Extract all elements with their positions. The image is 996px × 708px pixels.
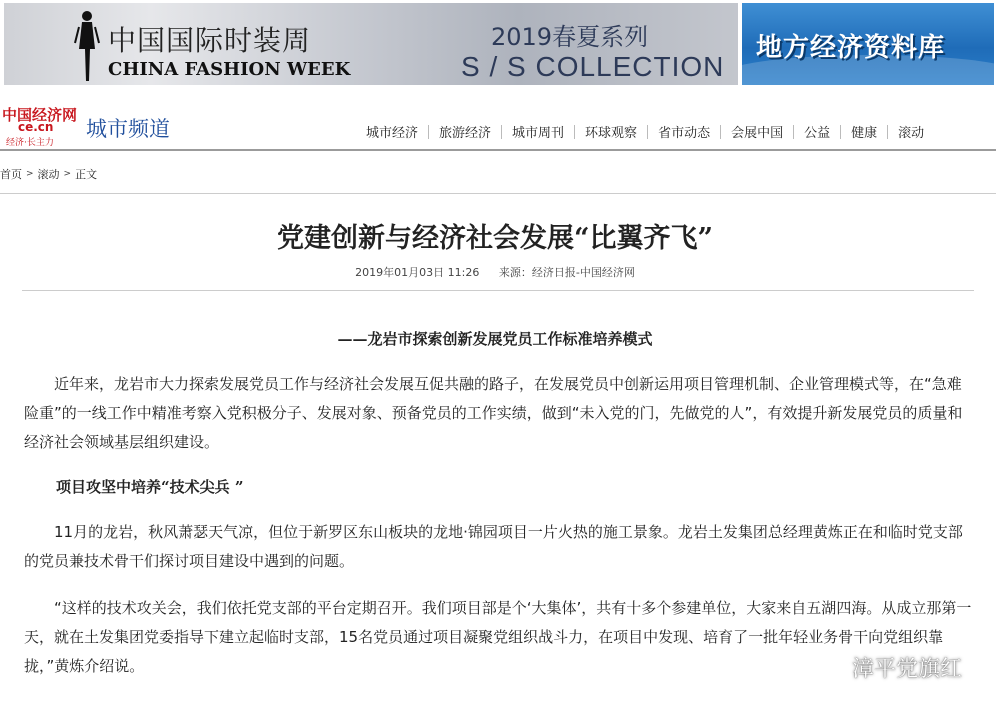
watermark xyxy=(812,652,962,683)
main-nav xyxy=(356,122,934,141)
local-economy-database-banner[interactable] xyxy=(742,3,994,85)
model-silhouette-icon xyxy=(74,9,100,83)
channel-title[interactable]: 城市频道 xyxy=(86,117,170,141)
article-date: 2019年01月03日 11:26 xyxy=(355,266,480,279)
article-paragraph: 近年来，龙岩市大力探索发展党员工作与经济社会发展互促共融的路子，在发展党员中创新运用项目管理机制、企业管理模式等，在“急难险重”的一线工作中精准考察入党积极分子、发展对象、预备党员的工作实绩，做到“未入党的门，先做党的人”，有效提升新发展党员的质量和经济社会领域基层组织建设。 xyxy=(24,375,963,451)
breadcrumb-current: 正文 xyxy=(75,168,98,181)
nav-item-health[interactable]: 健康 xyxy=(851,126,878,141)
fashion-week-en: CHINA FASHION WEEK xyxy=(108,59,351,80)
site-logo-slogan: 经济·长主力 xyxy=(6,138,54,148)
nav-item-province-news[interactable]: 省市动态 xyxy=(658,126,711,141)
watermark-text: 漳平党旗红 xyxy=(852,657,963,682)
article-source: 来源：经济日报-中国经济网 xyxy=(498,266,635,279)
wechat-icon xyxy=(812,655,846,681)
breadcrumb-rolling[interactable]: 滚动 xyxy=(37,168,60,181)
article-paragraph: “这样的技术攻关会，我们依托党支部的平台定期召开。我们项目部是个‘大集体’，共有十多个参建单位，大家来自五湖四海。从成立那第一天，就在土发集团党委指导下建立起临时支部，15名党员通过项目凝聚党组织战斗力，在项目中发现、培育了一批年轻业务骨干向党组织靠拢，”黄炼介绍说。 xyxy=(24,599,972,675)
article-title: 党建创新与经济社会发展“比翼齐飞” xyxy=(276,223,714,254)
chevron-right-icon: > xyxy=(26,169,34,179)
fashion-week-cn: 中国国际时装周 xyxy=(108,24,312,57)
nav-item-tourism-economy[interactable]: 旅游经济 xyxy=(439,126,492,141)
nav-item-city-economy[interactable]: 城市经济 xyxy=(366,126,419,141)
local-economy-title: 地方经济资料库 xyxy=(756,33,946,63)
site-logo-domain: ce.cn xyxy=(18,120,54,134)
collection-cn: 2019春夏系列 xyxy=(491,23,649,51)
collection-en: S / S COLLECTION xyxy=(461,51,725,82)
title-divider xyxy=(22,290,974,291)
nav-item-city-weekly[interactable]: 城市周刊 xyxy=(512,126,565,141)
section-heading: 项目攻坚中培养“技术尖兵 ” xyxy=(56,478,244,496)
article-meta xyxy=(0,264,990,280)
nav-item-public-welfare[interactable]: 公益 xyxy=(804,126,831,141)
breadcrumb-home[interactable]: 首页 xyxy=(0,168,22,181)
breadcrumb xyxy=(0,166,97,182)
chevron-right-icon: > xyxy=(63,169,72,179)
fashion-week-banner[interactable] xyxy=(4,3,738,85)
header-divider xyxy=(0,149,996,151)
nav-item-global-view[interactable]: 环球观察 xyxy=(585,126,638,141)
article-paragraph: 11月的龙岩，秋风萧瑟天气凉，但位于新罗区东山板块的龙地·锦园项目一片火热的施工景象。龙岩土发集团总经理黄炼正在和临时党支部的党员兼技术骨干们探讨项目建设中遇到的问题。 xyxy=(24,523,963,570)
breadcrumb-divider xyxy=(0,193,996,194)
nav-item-rolling[interactable]: 滚动 xyxy=(898,126,925,141)
site-logo[interactable]: 中国经济网 xyxy=(2,106,78,124)
nav-item-exhibition[interactable]: 会展中国 xyxy=(731,126,784,141)
article-subtitle: ——龙岩市探索创新发展党员工作标准培养模式 xyxy=(337,330,653,348)
